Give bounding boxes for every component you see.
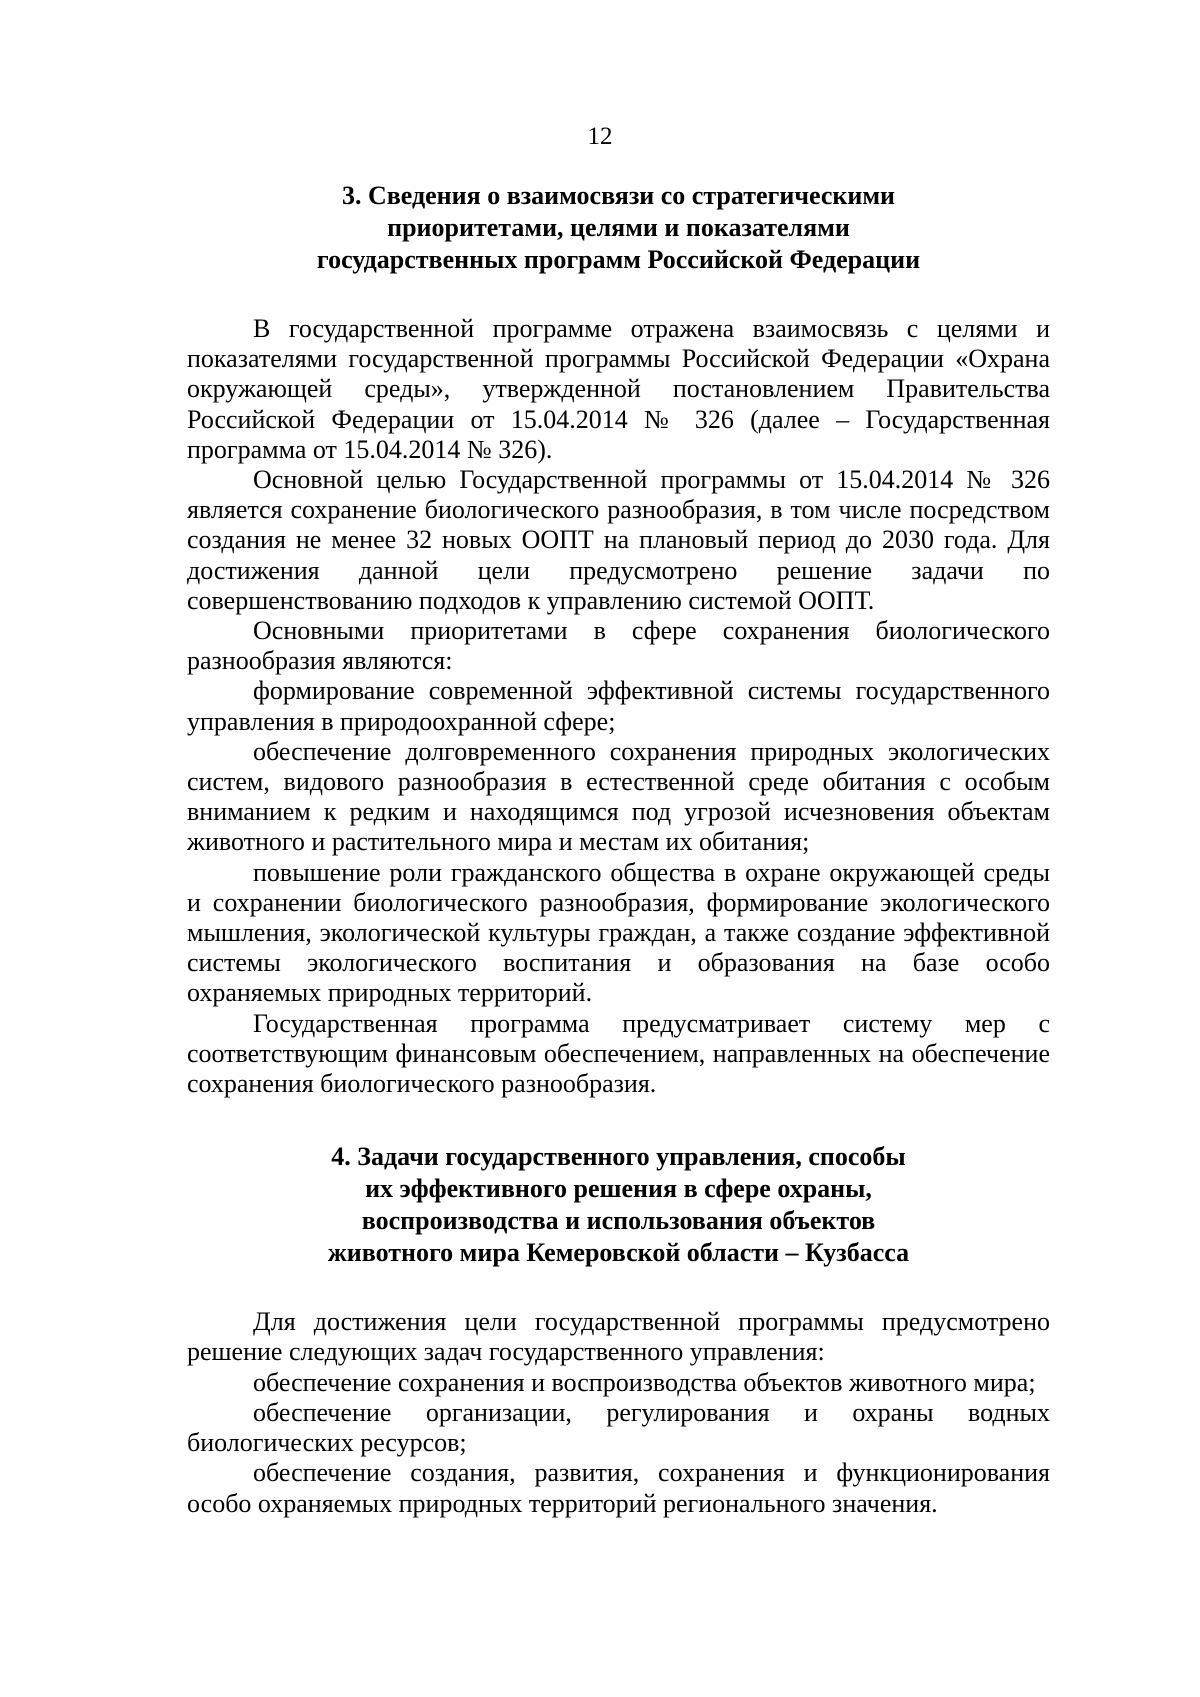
heading-line: 3. Сведения о взаимосвязи со стратегическими (341, 181, 896, 210)
section-4 (187, 1141, 1050, 1518)
section-3 (187, 180, 1050, 1099)
list-item: обеспечение организации, регулирования и охраны водных биологических ресурсов; (187, 1397, 1050, 1458)
heading-line: государственных программ Российской Федерации (316, 245, 921, 274)
heading-line: воспроизводства и использования объектов (361, 1206, 876, 1236)
paragraph: Основной целью Государственной программы от 15.04.2014 № 326 является сохранение биологического разнообразия, в том числе посредством создания не менее 32 новых ООПТ на плановый период до 2030 года. Для достижения данной цели предусмотрено решение задачи по совершенствованию подходов к управлению системой ООПТ. (187, 465, 1050, 615)
list-item: обеспечение долговременного сохранения природных экологических систем, видового разнообразия в естественной среде обитания с особым вниманием к редким и находящимся под угрозой исчезновения объектам животного и растительного мира и местам их обитания; (187, 736, 1050, 857)
list-item: обеспечение сохранения и воспроизводства объектов животного мира; (253, 1367, 1036, 1397)
paragraph: Для достижения цели государственной программы предусмотрено решение следующих задач государственного управления: (187, 1307, 1050, 1367)
heading-line: животного мира Кемеровской области – Кузбасса (327, 1238, 910, 1268)
list-item: обеспечение создания, развития, сохранения и функционирования особо охраняемых природных территорий регионального значения. (187, 1458, 1050, 1518)
list-item: формирование современной эффективной системы государственного управления в природоохранной сфере; (187, 676, 1050, 736)
page-number: 12 (587, 123, 613, 150)
document-body (187, 180, 1050, 1519)
heading-line: 4. Задачи государственного управления, способы (331, 1142, 906, 1172)
section-4-heading (187, 1141, 1050, 1269)
list-item: повышение роли гражданского общества в охране окружающей среды и сохранении биологического разнообразия, формирование экологического мышления, экологической культуры граждан, а также создание эффективной системы экологического воспитания и образования на базе особо охраняемых природных территорий. (187, 857, 1050, 1008)
heading-line: их эффективного решения в сфере охраны, (365, 1174, 872, 1204)
paragraph: В государственной программе отражена взаимосвязь с целями и показателями государственной программы Российской Федерации «Охрана окружающей среды», утвержденной постановлением Правительства Российской Федерации от 15.04.2014 № 326 (далее – Государственная программа от 15.04.2014 № 326). (187, 314, 1050, 464)
paragraph: Государственная программа предусматривает систему мер с соответствующим финансовым обеспечением, направленных на обеспечение сохранения биологического разнообразия. (187, 1008, 1050, 1099)
section-3-heading (187, 180, 1050, 276)
heading-line: приоритетами, целями и показателями (387, 213, 850, 242)
paragraph: Основными приоритетами в сфере сохранения биологического разнообразия являются: (187, 616, 1050, 676)
